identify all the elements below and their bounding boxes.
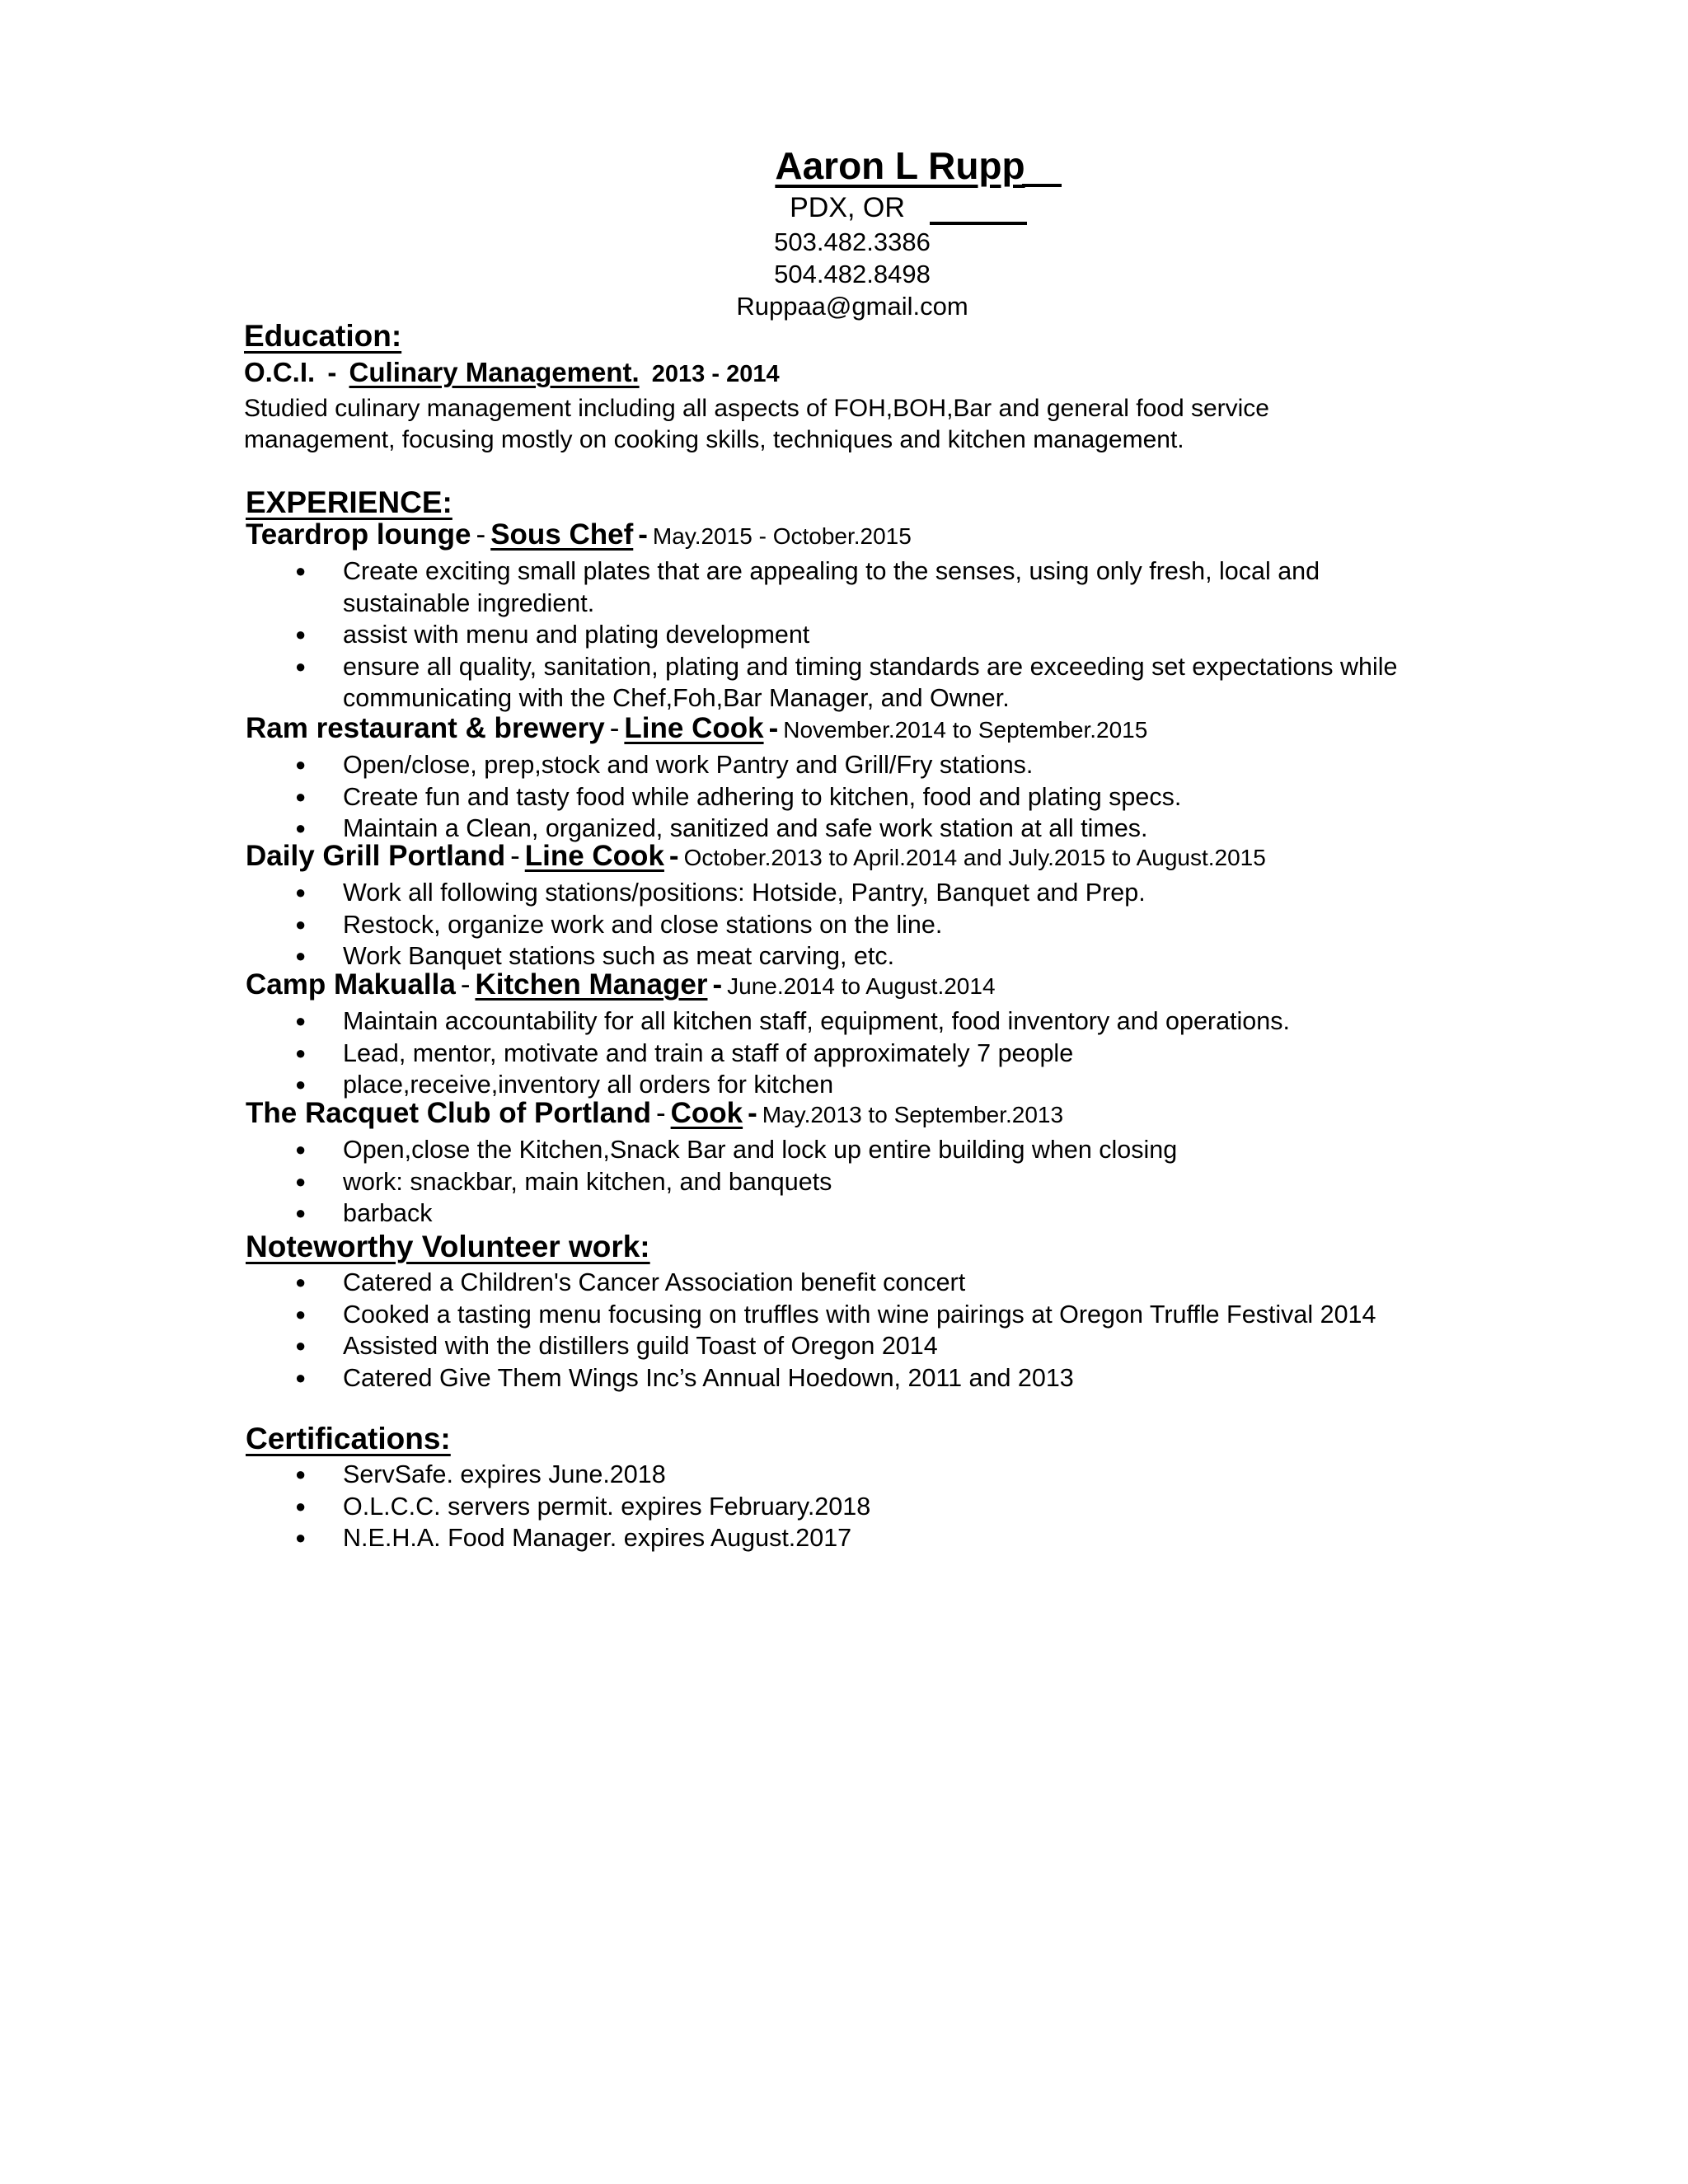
bullet-icon: ● bbox=[295, 945, 307, 967]
certifications-heading: Certifications: bbox=[246, 1422, 451, 1455]
job-dates: November.2014 to September.2015 bbox=[783, 717, 1148, 743]
job-dates: May.2013 to September.2013 bbox=[762, 1102, 1064, 1127]
list-item bbox=[0, 1197, 1414, 1230]
candidate-name bbox=[74, 142, 1688, 190]
education-dash: - bbox=[327, 357, 337, 387]
school-name: O.C.I. bbox=[244, 357, 316, 387]
bullet-icon: ● bbox=[295, 1139, 307, 1160]
bullet-text: place,receive,inventory all orders for kitchen bbox=[343, 1071, 834, 1099]
bullet-text: work: snackbar, main kitchen, and banquets bbox=[343, 1167, 832, 1196]
job-header bbox=[246, 968, 996, 1004]
certifications-list bbox=[0, 1459, 1688, 1554]
email-address: Ruppaa@gmail.com bbox=[736, 292, 968, 321]
company-name: Teardrop lounge bbox=[246, 518, 471, 551]
job-role: Line Cook bbox=[624, 712, 764, 744]
bullet-icon: ● bbox=[295, 1335, 307, 1357]
company-name: Ram restaurant & brewery bbox=[246, 712, 605, 744]
list-item bbox=[0, 1299, 1414, 1331]
separator: - bbox=[768, 712, 779, 744]
bullet-text: Maintain a Clean, organized, sanitized and safe work station at all times. bbox=[343, 814, 1148, 843]
job-bullets bbox=[0, 1005, 1688, 1101]
job-role: Cook bbox=[670, 1097, 743, 1129]
company-name: Camp Makualla bbox=[246, 968, 456, 1001]
volunteer-heading: Noteworthy Volunteer work: bbox=[246, 1230, 650, 1263]
job-header bbox=[246, 839, 1266, 875]
bullet-text: Maintain accountability for all kitchen staff, equipment, food inventory and operations. bbox=[343, 1007, 1290, 1035]
bullet-icon: ● bbox=[295, 1303, 307, 1324]
bullet-icon: ● bbox=[295, 560, 307, 581]
list-item bbox=[0, 1362, 1414, 1394]
company-name: Daily Grill Portland bbox=[246, 840, 506, 872]
list-item bbox=[0, 1459, 1414, 1491]
list-item bbox=[0, 781, 1414, 813]
bullet-text: Create exciting small plates that are appealing to the senses, using only fresh, local and sustainable ingredient. bbox=[343, 557, 1320, 617]
bullet-text: ServSafe. expires June.2018 bbox=[343, 1460, 666, 1488]
list-item bbox=[0, 1491, 1414, 1523]
bullet-text: Create fun and tasty food while adhering to kitchen, food and plating specs. bbox=[343, 782, 1182, 811]
location bbox=[64, 190, 1688, 226]
separator: - bbox=[655, 1097, 666, 1129]
bullet-icon: ● bbox=[295, 1272, 307, 1292]
list-item bbox=[0, 1038, 1414, 1070]
bullet-text: Open/close, prep,stock and work Pantry and Grill/Fry stations. bbox=[343, 751, 1034, 779]
bullet-icon: ● bbox=[295, 1202, 307, 1224]
separator: - bbox=[609, 712, 620, 744]
list-item bbox=[0, 1522, 1414, 1554]
job-bullets bbox=[0, 749, 1688, 845]
list-item bbox=[0, 1005, 1414, 1038]
list-item bbox=[0, 555, 1414, 619]
list-item bbox=[0, 1134, 1414, 1166]
separator: - bbox=[638, 518, 648, 551]
bullet-icon: ● bbox=[295, 1010, 307, 1031]
phone-primary: 503.482.3386 bbox=[774, 227, 931, 256]
job-bullets bbox=[0, 877, 1688, 972]
job-bullets bbox=[0, 1134, 1688, 1230]
job-dates: May.2015 - October.2015 bbox=[652, 523, 912, 549]
list-item bbox=[0, 1166, 1414, 1198]
job-header bbox=[246, 711, 1147, 748]
bullet-text: Catered a Children's Cancer Association benefit concert bbox=[343, 1268, 966, 1296]
bullet-icon: ● bbox=[295, 1527, 307, 1549]
bullet-text: ensure all quality, sanitation, plating and timing standards are exceeding set expectations while communicating with the Chef,Foh,Bar Manager, and Owner. bbox=[343, 652, 1398, 713]
location-underline bbox=[930, 222, 1027, 225]
job-dates: June.2014 to August.2014 bbox=[727, 973, 996, 999]
volunteer-list bbox=[0, 1267, 1688, 1394]
separator: - bbox=[668, 840, 679, 872]
experience-heading: EXPERIENCE: bbox=[246, 485, 452, 519]
job-role: Line Cook bbox=[524, 840, 664, 872]
bullet-text: Lead, mentor, motivate and train a staff of approximately 7 people bbox=[343, 1038, 1074, 1067]
bullet-icon: ● bbox=[295, 1042, 307, 1063]
bullet-icon: ● bbox=[295, 882, 307, 902]
resume-header bbox=[0, 142, 1688, 322]
bullet-icon: ● bbox=[295, 754, 307, 775]
bullet-icon: ● bbox=[295, 818, 307, 839]
bullet-text: Catered Give Them Wings Inc’s Annual Hoedown, 2011 and 2013 bbox=[343, 1363, 1074, 1392]
bullet-icon: ● bbox=[295, 655, 307, 677]
separator: - bbox=[476, 518, 486, 551]
separator: - bbox=[712, 968, 723, 1001]
name-underline bbox=[1022, 184, 1062, 187]
bullet-text: Work Banquet stations such as meat carving, etc. bbox=[343, 942, 895, 971]
bullet-icon: ● bbox=[295, 1495, 307, 1516]
list-item bbox=[0, 1330, 1414, 1362]
job-header bbox=[246, 1096, 1063, 1132]
separator: - bbox=[748, 1097, 757, 1129]
bullet-text: Open,close the Kitchen,Snack Bar and lock up entire building when closing bbox=[343, 1136, 1178, 1164]
location-text: PDX, OR bbox=[790, 192, 905, 223]
education-description: Studied culinary management including all aspects of FOH,BOH,Bar and general food service management, focusing mostly on cooking skills, techniques and kitchen management. bbox=[244, 395, 1269, 453]
separator: - bbox=[510, 840, 520, 872]
bullet-text: Cooked a tasting menu focusing on truffles with wine pairings at Oregon Truffle Festival 2014 bbox=[343, 1300, 1376, 1329]
bullet-icon: ● bbox=[295, 913, 307, 935]
list-item bbox=[0, 909, 1414, 941]
bullet-icon: ● bbox=[295, 1366, 307, 1388]
education-heading: Education: bbox=[244, 319, 402, 353]
bullet-icon: ● bbox=[295, 785, 307, 807]
bullet-text: barback bbox=[343, 1199, 433, 1228]
bullet-icon: ● bbox=[295, 1464, 307, 1484]
list-item bbox=[0, 619, 1414, 651]
bullet-icon: ● bbox=[295, 624, 307, 645]
list-item bbox=[0, 1267, 1414, 1299]
candidate-name-text: Aaron L Rupp bbox=[775, 144, 1025, 187]
bullet-text: N.E.H.A. Food Manager. expires August.2017 bbox=[343, 1524, 852, 1553]
bullet-text: assist with menu and plating development bbox=[343, 621, 810, 649]
bullet-text: Work all following stations/positions: Hotside, Pantry, Banquet and Prep. bbox=[343, 879, 1146, 907]
job-dates: October.2013 to April.2014 and July.2015 to August.2015 bbox=[683, 845, 1266, 870]
program-name: Culinary Management. bbox=[349, 357, 640, 387]
company-name: The Racquet Club of Portland bbox=[246, 1097, 651, 1129]
education-entry bbox=[244, 355, 780, 391]
list-item bbox=[0, 651, 1414, 715]
list-item bbox=[0, 877, 1414, 909]
job-bullets bbox=[0, 555, 1688, 715]
phone-secondary: 504.482.8498 bbox=[774, 260, 931, 288]
bullet-text: Restock, organize work and close stations on the line. bbox=[343, 910, 943, 939]
job-header bbox=[246, 518, 912, 554]
bullet-text: O.L.C.C. servers permit. expires February.2018 bbox=[343, 1492, 871, 1521]
job-role: Kitchen Manager bbox=[475, 968, 708, 1001]
bullet-icon: ● bbox=[295, 1170, 307, 1192]
list-item bbox=[0, 749, 1414, 781]
education-dates: 2013 - 2014 bbox=[651, 361, 780, 387]
separator: - bbox=[460, 968, 471, 1001]
bullet-text: Assisted with the distillers guild Toast of Oregon 2014 bbox=[343, 1332, 938, 1361]
bullet-icon: ● bbox=[295, 1074, 307, 1095]
job-role: Sous Chef bbox=[490, 518, 634, 551]
